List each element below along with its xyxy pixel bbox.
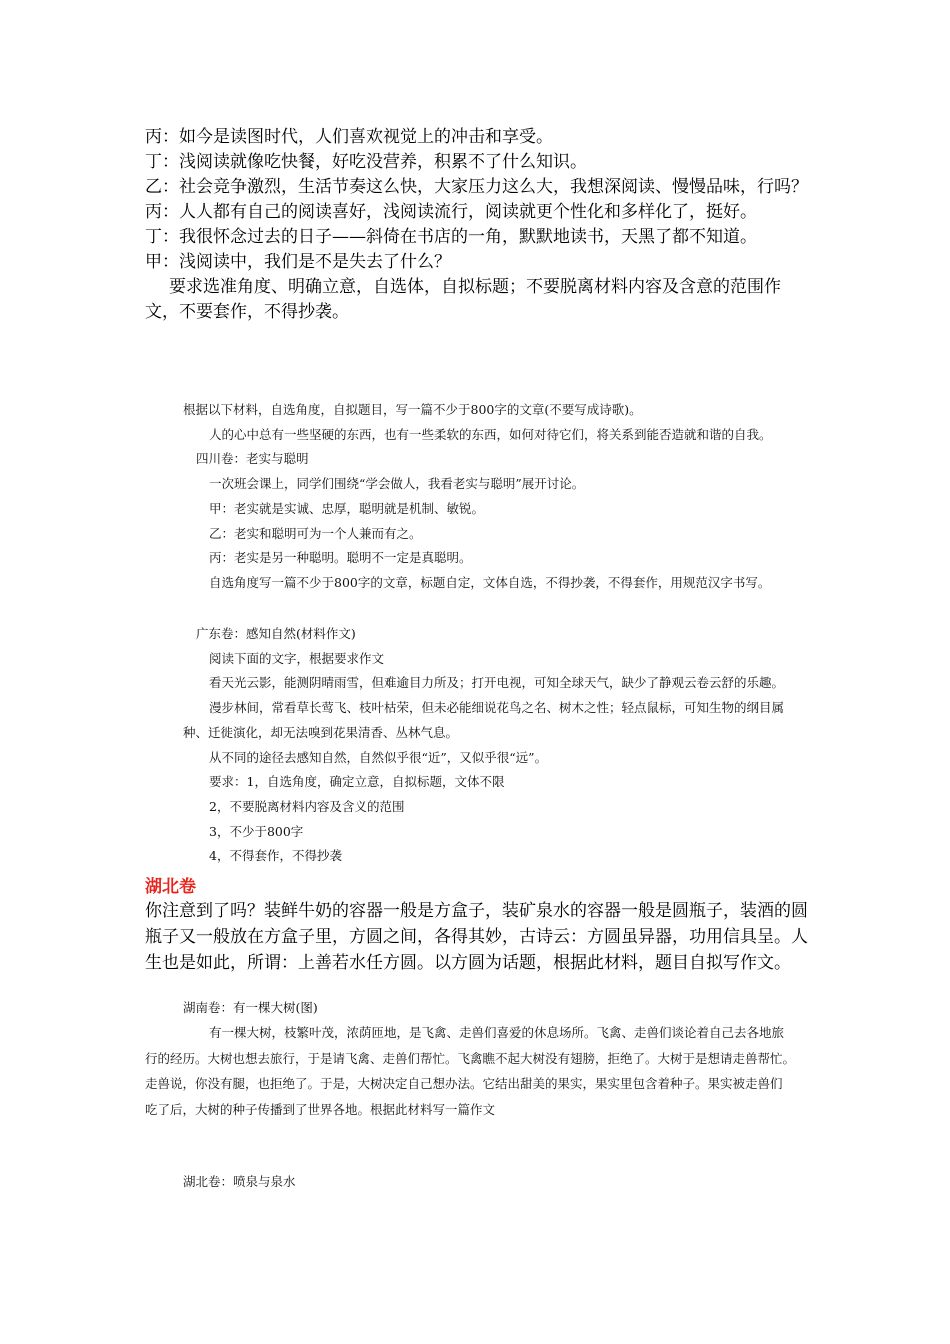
hunan-body	[145, 1020, 795, 1122]
guangdong-line: 种、迁徙演化，却无法嗅到花果清香、丛林气息。	[183, 724, 459, 740]
dialogue-line: 丙：如今是读图时代，人们喜欢视觉上的冲击和享受。	[145, 127, 553, 147]
sichuan-material: 人的心中总有一些坚硬的东西，也有一些柔软的东西，如何对待它们，将关系到能否造就和谐的自我。	[209, 426, 772, 442]
hunan-line: 行的经历。大树也想去旅行，于是请飞禽、走兽们帮忙。飞禽瞧不起大树没有翅膀，拒绝了。大树于是想请走兽帮忙。	[145, 1050, 796, 1066]
sichuan-intro: 根据以下材料，自选角度，自拟题目，写一篇不少于800字的文章(不要写成诗歌)。	[183, 402, 642, 417]
sichuan-line: 一次班会课上，同学们围绕“学会做人，我看老实与聪明”展开讨论。	[209, 476, 585, 492]
sichuan-line: 自选角度写一篇不少于800字的文章，标题自定，文体自选，不得抄袭，不得套作，用规范汉字书写。	[209, 574, 771, 590]
dialogue-line: 乙：社会竞争激烈，生活节奏这么快，大家压力这么大，我想深阅读、慢慢品味，行吗？	[145, 177, 808, 197]
guangdong-requirement: 要求：1，自选角度，确定立意，自拟标题，文体不限	[209, 774, 505, 790]
hubei-heading: 湖北卷	[145, 877, 196, 897]
guangdong-requirement: 3，不少于800字	[209, 823, 304, 839]
hunan-line: 有一棵大树，枝繁叶茂，浓荫匝地，是飞禽、走兽们喜爱的休息场所。飞禽、走兽们谈论着自己去各地旅	[209, 1025, 785, 1040]
dialogue-line: 甲：浅阅读中，我们是不是失去了什么？	[145, 252, 451, 272]
sichuan-block	[183, 398, 772, 596]
hubei2-block	[183, 1170, 296, 1195]
sichuan-line: 甲：老实就是实诚、忠厚，聪明就是机制、敏锐。	[209, 500, 485, 516]
sichuan-line: 丙：老实是另一种聪明。聪明不一定是真聪明。	[209, 550, 472, 566]
dialogue-line: 丙：人人都有自己的阅读喜好，浅阅读流行，阅读就更个性化和多样化了，挺好。	[145, 202, 757, 222]
hunan-title: 湖南卷：有一棵大树(图)	[183, 1000, 318, 1015]
hunan-line: 吃了后，大树的种子传播到了世界各地。根据此材料写一篇作文	[145, 1101, 496, 1117]
hubei2-title: 湖北卷：喷泉与泉水	[183, 1174, 296, 1189]
hunan-line: 走兽说，你没有腿，也拒绝了。于是，大树决定自己想办法。它结出甜美的果实，果实里包含着种子。果实被走兽们	[145, 1076, 783, 1091]
requirement-paragraph: 要求选准角度、明确立意，自选体，自拟标题；不要脱离材料内容及含意的范围作文，不要套作，不得抄袭。	[145, 277, 781, 322]
guangdong-line: 漫步林间，常看草长莺飞、枝叶枯荣，但未必能细说花鸟之名、树木之性；轻点鼠标，可知生物的纲目属	[209, 700, 785, 716]
dialogue-line: 丁：浅阅读就像吃快餐，好吃没营养，积累不了什么知识。	[145, 152, 587, 172]
guangdong-block	[183, 622, 784, 869]
hubei-text: 你注意到了吗？装鲜牛奶的容器一般是方盒子，装矿泉水的容器一般是圆瓶子，装酒的圆瓶子又一般放在方盒子里，方圆之间，各得其妙，古诗云：方圆虽异器，功用信具呈。人生也是如此，所谓：上善若水任方圆。以方圆为话题，根据此材料，题目自拟写作文。	[145, 901, 808, 973]
guangdong-requirement: 2，不要脱离材料内容及含义的范围	[209, 798, 405, 814]
guangdong-line: 从不同的途径去感知自然，自然似乎很“近”，又似乎很“远”。	[209, 749, 548, 765]
sichuan-title: 四川卷：老实与聪明	[196, 451, 309, 467]
guangdong-title: 广东卷：感知自然(材料作文)	[196, 626, 356, 641]
hunan-block	[183, 996, 813, 1021]
sichuan-line: 乙：老实和聪明可为一个人兼而有之。	[209, 525, 422, 541]
hubei-block	[145, 898, 810, 976]
dialogue-block	[145, 125, 810, 325]
guangdong-line: 阅读下面的文字，根据要求作文	[209, 650, 385, 666]
guangdong-line: 看天光云影，能测阴晴雨雪，但难逾目力所及；打开电视，可知全球天气，缺少了静观云卷云舒的乐趣。	[209, 675, 785, 691]
dialogue-line: 丁：我很怀念过去的日子——斜倚在书店的一角，默默地读书，天黑了都不知道。	[145, 227, 757, 247]
guangdong-requirement: 4，不得套作，不得抄袭	[209, 848, 342, 864]
